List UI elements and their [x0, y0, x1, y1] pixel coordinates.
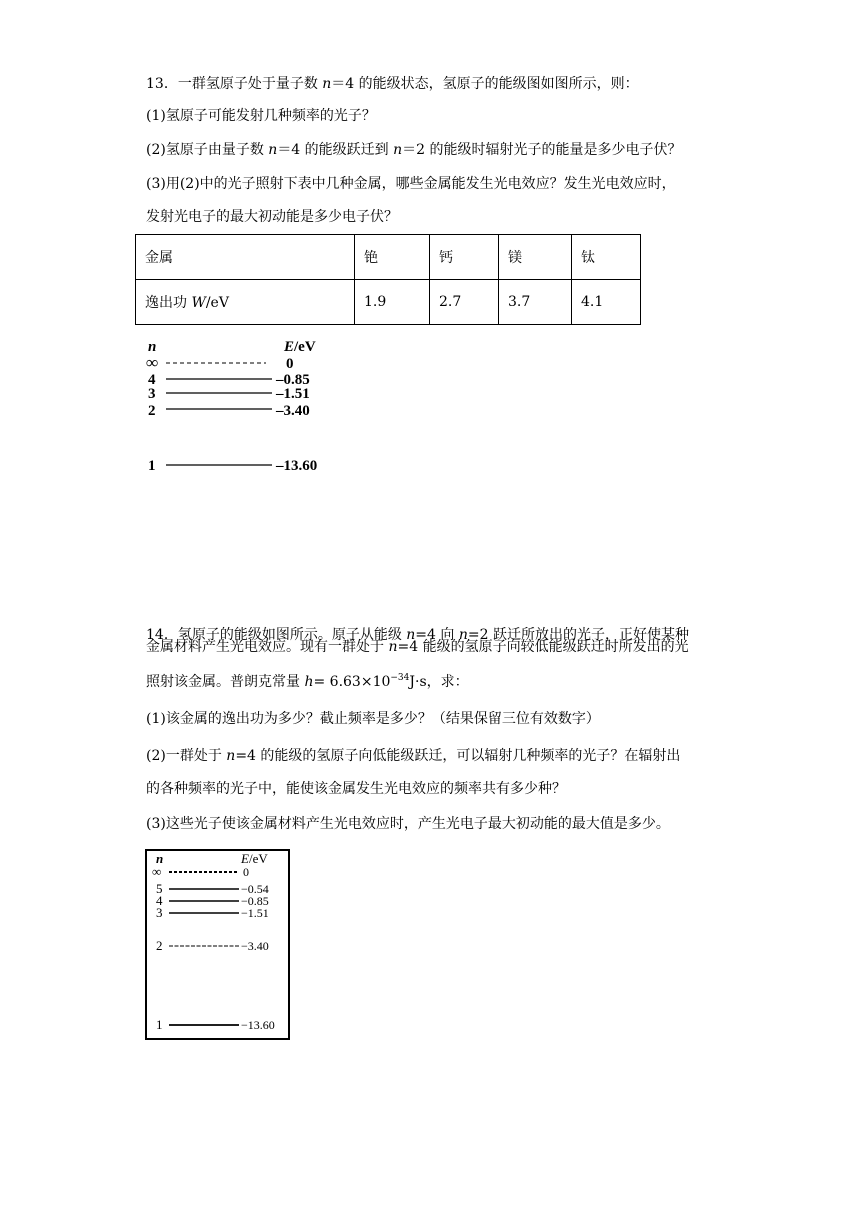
table-cell: 4.1 — [572, 280, 641, 325]
table-cell: 1.9 — [355, 280, 430, 325]
level-energy: –0.85 — [276, 372, 310, 388]
diagram-e-header: E/eV — [241, 851, 268, 866]
level-label: 2 — [148, 403, 156, 419]
level-label: 3 — [156, 905, 163, 920]
energy-level-diagram-1 — [140, 335, 340, 475]
table-row — [136, 280, 641, 325]
level-label: 1 — [148, 458, 156, 474]
table-cell: 钙 — [430, 235, 499, 280]
level-energy: 0 — [286, 356, 294, 372]
level-label: 4 — [148, 372, 156, 388]
q13-stem: 13．一群氢原子处于量子数 n＝4 的能级状态，氢原子的能级图如图所示，则： — [146, 76, 639, 92]
energy-level-diagram-2 — [145, 849, 291, 1041]
diagram-e-header: E/eV — [284, 339, 316, 355]
level-label: ∞ — [152, 864, 162, 879]
level-energy: 0 — [243, 865, 249, 879]
level-energy: –13.60 — [276, 458, 318, 474]
table-cell: 金属 — [136, 235, 355, 280]
level-label: 2 — [156, 938, 163, 953]
level-label: 5 — [156, 881, 163, 896]
level-label: 4 — [156, 893, 163, 908]
work-function-table — [135, 234, 641, 325]
q14-stem-line1: 14．氢原子的能级如图所示。原子从能级 n=4 向 n=2 跃迁所放出的光子，正好使某种 — [146, 627, 689, 643]
table-cell: 3.7 — [499, 280, 572, 325]
level-energy: −13.60 — [241, 1018, 275, 1032]
diagram-n-header: n — [148, 339, 157, 355]
q13-part1: (1)氢原子可能发射几种频率的光子？ — [146, 108, 376, 124]
level-energy: −0.85 — [241, 894, 269, 908]
q14-part1: (1)该金属的逸出功为多少？截止频率是多少？（结果保留三位有效数字） — [146, 711, 600, 727]
q14-part3: (3)这些光子使该金属材料产生光电效应时，产生光电子最大初动能的最大值是多少。 — [146, 816, 670, 832]
q14-line-2: 金属材料产生光电效应。现有一群处于 n=4 能级的氢原子向较低能级跃迁时所发出的光 — [146, 639, 689, 655]
q13-part3-line1: (3)用(2)中的光子照射下表中几种金属，哪些金属能发生光电效应？发生光电效应时， — [146, 176, 676, 192]
diagram-n-header: n — [156, 851, 164, 866]
table-cell: 逸出功 W/eV — [136, 280, 355, 325]
q14-part2-line1: (2)一群处于 n=4 的能级的氢原子向低能级跃迁，可以辐射几种频率的光子？在辐射出 — [146, 748, 681, 764]
level-energy: −3.40 — [241, 939, 269, 953]
table-cell: 镁 — [499, 235, 572, 280]
level-label: 1 — [156, 1017, 163, 1032]
level-energy: −1.51 — [241, 906, 269, 920]
level-energy: –1.51 — [276, 386, 310, 402]
q13-part2: (2)氢原子由量子数 n＝4 的能级跃迁到 n＝2 的能级时辐射光子的能量是多少电子伏？ — [146, 142, 682, 158]
table-cell: 2.7 — [430, 280, 499, 325]
q13-part3-line2: 发射光电子的最大初动能是多少电子伏？ — [146, 209, 398, 225]
level-energy: −0.54 — [241, 882, 269, 896]
level-label: ∞ — [146, 353, 159, 372]
q14-part2-line2: 的各种频率的光子中，能使该金属发生光电效应的频率共有多少种？ — [146, 781, 566, 797]
table-cell: 钛 — [572, 235, 641, 280]
table-cell: 铯 — [355, 235, 430, 280]
table-row — [136, 235, 641, 280]
level-label: 3 — [148, 386, 156, 402]
level-energy: –3.40 — [276, 403, 310, 419]
q14-stem-line3: 照射该金属。普朗克常量 $h= 6.63\times 10^{-34}J\cdot s$，求： — [146, 673, 469, 690]
